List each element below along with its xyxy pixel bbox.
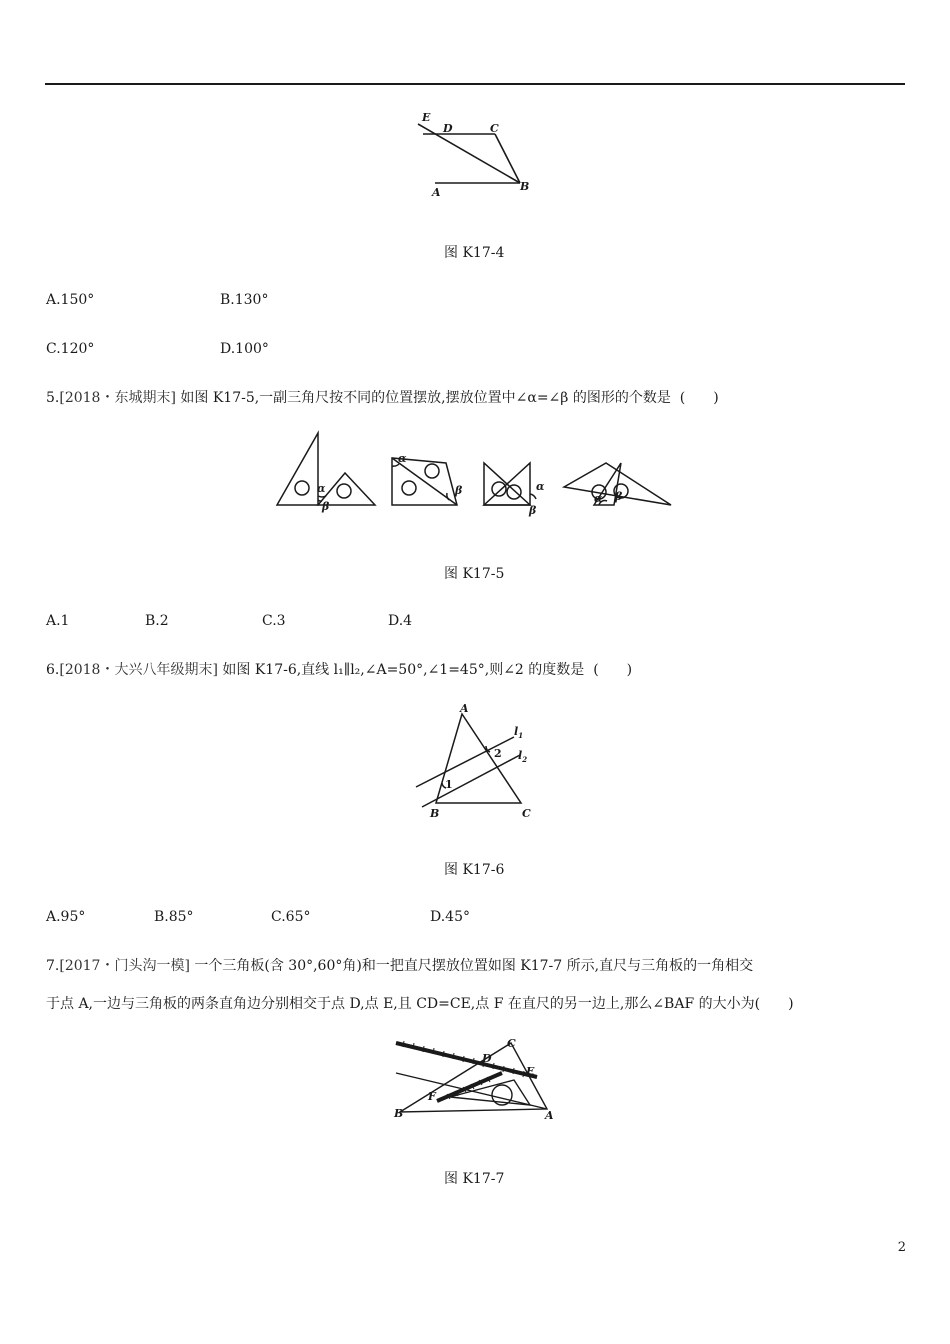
caption-k17-7: 图 K17-7 [444,1171,505,1187]
p2-beta: β [455,484,463,497]
q6-source: [2018・大兴八年级期末] [59,662,218,678]
label-a: A [432,186,441,199]
caption-k17-6: 图 K17-6 [444,862,505,878]
q7-source: [2017・门头沟一模] [59,958,190,974]
label-e: E [422,111,431,124]
label-l1: $l_1$ [514,725,524,740]
p4-beta: β [615,490,623,503]
angle-1-label: 1 [445,778,453,791]
q5-option-b: B.2 [145,613,169,629]
label-b: B [394,1107,404,1120]
q5-option-c: C.3 [262,613,286,629]
q7-answer-paren: ( ) [754,996,794,1012]
q6-number: 6. [46,662,60,678]
label-e: E [526,1065,535,1078]
q5-option-d: D.4 [388,613,413,629]
label-c: C [507,1037,516,1050]
label-b: B [430,807,440,820]
figure-k17-5 [274,430,679,515]
q4-option-b: B.130° [220,292,269,308]
figure-k17-7 [392,1035,562,1125]
question-7-line-1 [46,957,753,975]
q6-text: 如图 K17-6,直线 l₁∥l₂,∠A=50°,∠1=45°,则∠2 的度数是 [222,662,585,678]
q5-source: [2018・东城期末] [59,390,176,406]
p1-beta: β [322,500,330,513]
figure-k17-4 [410,110,540,200]
q4-option-d: D.100° [220,341,269,357]
p4-alpha: α [594,492,603,505]
q7-text-2: 于点 A,一边与三角板的两条直角边分别相交于点 D,点 E,且 CD=CE,点 F 在直尺的另一边上,那么∠BAF 的大小为 [46,996,755,1012]
p1-alpha: α [317,482,326,495]
header-rule [45,83,905,85]
label-b: B [520,180,530,193]
p3-alpha: α [536,480,545,493]
label-l2: $l_2$ [518,749,528,764]
angle-2-label: 2 [494,747,502,760]
q7-text-1: 一个三角板(含 30°,60°角)和一把直尺摆放位置如图 K17-7 所示,直尺与三角板的一角相交 [194,958,754,974]
label-c: C [490,122,499,135]
q5-text: 如图 K17-5,一副三角尺按不同的位置摆放,摆放位置中∠α=∠β 的图形的个数是 [180,390,671,406]
p2-alpha: α [398,452,407,465]
label-a: A [460,702,469,715]
q6-option-c: C.65° [271,909,311,925]
p3-beta: β [529,504,537,517]
caption-k17-5: 图 K17-5 [444,566,505,582]
label-c: C [522,807,531,820]
label-a: A [545,1109,554,1122]
q4-option-c: C.120° [46,341,95,357]
q7-number: 7. [46,958,60,974]
label-d: D [443,122,453,135]
question-5-stem [46,389,719,407]
q6-option-a: A.95° [46,909,86,925]
q6-option-b: B.85° [154,909,194,925]
question-6-stem [46,661,632,679]
q4-option-a: A.150° [46,292,95,308]
q5-option-a: A.1 [46,613,70,629]
label-f: F [428,1090,436,1103]
q6-answer-paren: ( ) [593,662,633,678]
question-7-line-2 [46,995,794,1013]
q5-number: 5. [46,390,60,406]
caption-k17-4: 图 K17-4 [444,245,505,261]
figure-k17-6 [412,700,542,825]
label-d: D [482,1052,492,1065]
q6-option-d: D.45° [430,909,470,925]
page-number: 2 [897,1240,906,1255]
q5-answer-paren: ( ) [679,390,719,406]
